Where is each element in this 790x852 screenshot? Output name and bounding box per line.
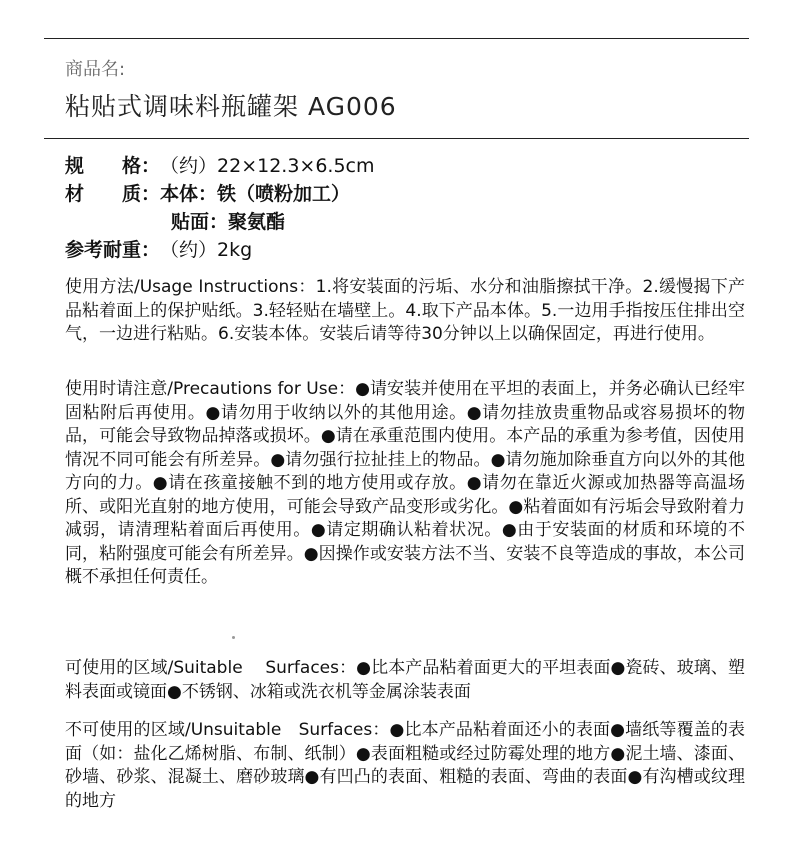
spec-material-value-2: 贴面：聚氨酯 <box>171 211 286 233</box>
spec-load-key: 参考耐重： <box>65 239 161 261</box>
spec-material-2 <box>171 208 285 236</box>
spec-size-value: （约）22×12.3×6.5cm <box>160 155 375 177</box>
spec-material-value-1: 本体：铁（喷粉加工） <box>160 183 351 205</box>
title-divider <box>44 138 749 139</box>
precautions: 使用时请注意/Precautions for Use：●请安装并使用在平坦的表面上，并务必确认已经牢固粘附后再使用。●请勿用于收纳以外的其他用途。●请勿挂放贵重物品或容易损坏的物品，可能会导致物品掉落或损坏。●请在承重范围内使用。本产品的承重为参考值，因使用情况不同可能会有所差异。●请勿强行拉扯挂上的物品。●请勿施加除垂直方向以外的其他方向的力。●请在孩童接触不到的地方使用或存放。●请勿在靠近火源或加热器等高温场所、或阳光直射的地方使用，可能会导致产品变形或劣化。●粘着面如有污垢会导致附着力减弱，请清理粘着面后再使用。●请定期确认粘着状况。●由于安装面的材质和环境的不同，粘附强度可能会有所差异。●因操作或安装方法不当、安装不良等造成的事故，本公司概不承担任何责任。 <box>65 379 745 587</box>
product-name-label: 商品名: <box>65 59 126 80</box>
spec-material-key: 材 质： <box>65 183 161 205</box>
decorative-dot <box>232 636 235 639</box>
product-title: 粘贴式调味料瓶罐架 AG006 <box>65 92 397 121</box>
usage-instructions: 使用方法/Usage Instructions：1.将安装面的污垢、水分和油脂擦拭干净。2.缓慢揭下产品粘着面上的保护贴纸。3.轻轻贴在墙壁上。4.取下产品本体。5.一边用手指按压住排出空气，一边进行粘贴。6.安装本体。安装后请等待30分钟以上以确保固定，再进行使用。 <box>65 277 745 344</box>
spec-size-key: 规 格： <box>65 155 161 177</box>
spec-size <box>65 152 375 180</box>
spec-load <box>65 236 252 264</box>
suitable-surfaces: 可使用的区域/Suitable Surfaces：●比本产品粘着面更大的平坦表面●瓷砖、玻璃、塑料表面或镜面●不锈钢、冰箱或洗衣机等金属涂装表面 <box>65 658 745 702</box>
unsuitable-surfaces: 不可使用的区域/Unsuitable Surfaces：●比本产品粘着面还小的表面●墙纸等覆盖的表面（如：盐化乙烯树脂、布制、纸制）●表面粗糙或经过防霉处理的地方●泥土墙、漆面、砂墙、砂浆、混凝土、磨砂玻璃●有凹凸的表面、粗糙的表面、弯曲的表面●有沟槽或纹理的地方 <box>65 720 745 811</box>
spec-material <box>65 180 350 208</box>
top-divider <box>44 38 749 39</box>
spec-load-value: （约）2kg <box>160 239 253 261</box>
